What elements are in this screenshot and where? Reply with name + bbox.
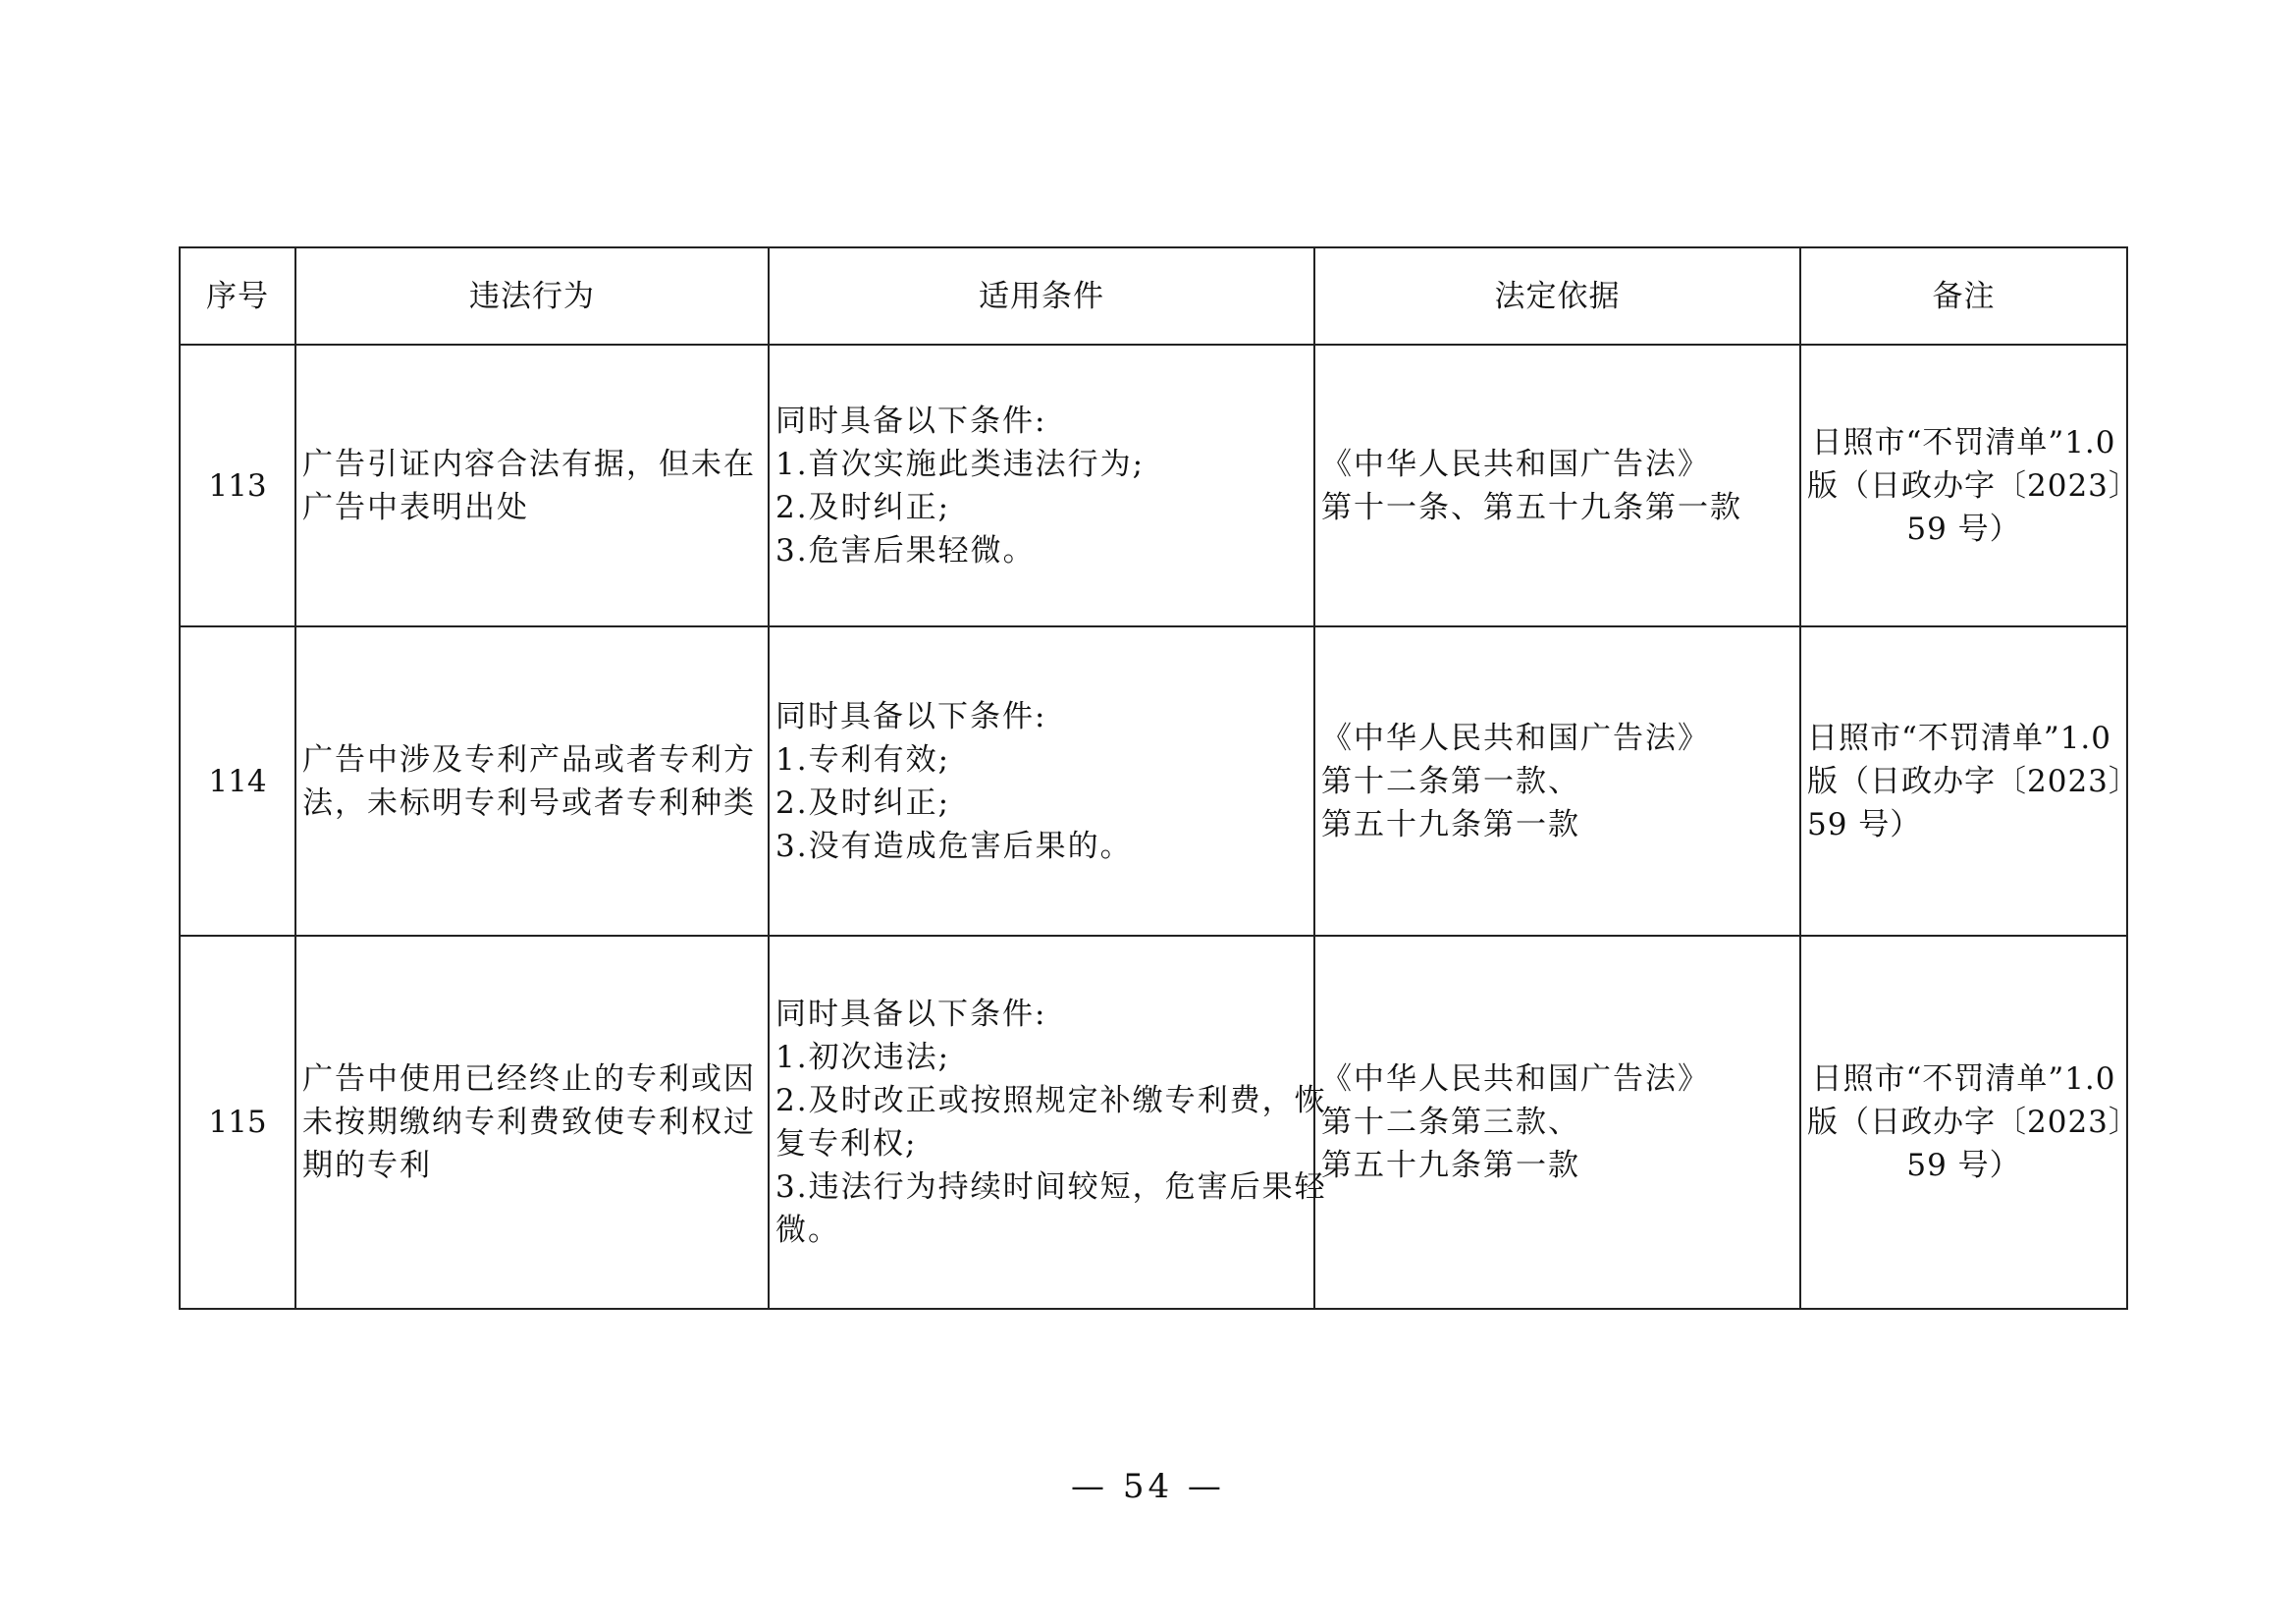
page-number: — 54 — bbox=[1071, 1467, 1225, 1506]
serial-number-cell: 114 bbox=[180, 626, 295, 936]
condition-line: 1.首次实施此类违法行为; bbox=[775, 446, 1146, 482]
condition-line: 3.危害后果轻微。 bbox=[775, 532, 1036, 568]
table-header-row bbox=[180, 247, 2127, 345]
condition-line: 1.专利有效; bbox=[775, 741, 951, 778]
legal-basis-line: 《中华人民共和国广告法》 bbox=[1321, 720, 1710, 756]
header-serial-number: 序号 bbox=[180, 247, 295, 345]
legal-basis-line: 第十二条第三款、 bbox=[1321, 1105, 1580, 1140]
legal-basis-line: 《中华人民共和国广告法》 bbox=[1321, 1061, 1710, 1097]
penalty-exemption-table bbox=[179, 246, 2140, 1310]
remarks-line: 日照市“不罚清单”1.0 bbox=[1807, 720, 2111, 756]
remarks-line: 日照市“不罚清单”1.0 bbox=[1811, 424, 2116, 460]
header-legal-basis: 法定依据 bbox=[1314, 247, 1800, 345]
serial-number-cell: 113 bbox=[180, 345, 295, 626]
remarks-line: 59 号） bbox=[1906, 511, 2021, 547]
legal-basis-cell bbox=[1314, 936, 1800, 1309]
condition-line: 同时具备以下条件: bbox=[775, 698, 1047, 734]
legal-basis-line: 第十二条第一款、 bbox=[1321, 763, 1580, 799]
legal-basis-cell bbox=[1314, 345, 1800, 626]
legal-basis-line: 第五十九条第一款 bbox=[1321, 806, 1580, 842]
condition-line: 1.初次违法; bbox=[775, 1040, 951, 1075]
violation-line: 广告中涉及专利产品或者专利方 bbox=[302, 741, 756, 778]
violation-line: 广告中表明出处 bbox=[302, 489, 529, 525]
condition-line: 同时具备以下条件: bbox=[775, 997, 1047, 1032]
condition-line: 2.及时纠正; bbox=[775, 489, 951, 525]
remarks-cell bbox=[1800, 626, 2140, 936]
condition-line: 同时具备以下条件: bbox=[775, 403, 1047, 439]
violation-cell bbox=[295, 345, 769, 626]
remarks-cell bbox=[1800, 345, 2140, 626]
legal-basis-cell bbox=[1314, 626, 1800, 936]
remarks-cell bbox=[1800, 936, 2140, 1309]
condition-line: 复专利权; bbox=[775, 1126, 918, 1162]
violation-line: 广告引证内容合法有据，但未在 bbox=[302, 446, 756, 482]
table-row bbox=[180, 626, 2127, 936]
serial-number-cell: 115 bbox=[180, 936, 295, 1309]
condition-line: 微。 bbox=[775, 1213, 840, 1248]
header-applicable-conditions: 适用条件 bbox=[769, 247, 1314, 345]
violation-line: 期的专利 bbox=[302, 1148, 432, 1183]
violation-line: 未按期缴纳专利费致使专利权过 bbox=[302, 1105, 756, 1140]
table-row bbox=[180, 936, 2127, 1309]
remarks-line: 59 号） bbox=[1906, 1148, 2021, 1183]
violation-cell bbox=[295, 626, 769, 936]
condition-line: 3.没有造成危害后果的。 bbox=[775, 828, 1133, 864]
header-violation: 违法行为 bbox=[295, 247, 769, 345]
condition-line: 2.及时改正或按照规定补缴专利费，恢 bbox=[775, 1083, 1327, 1118]
remarks-line: 版（日政办字〔2023〕 bbox=[1807, 467, 2140, 504]
header-remarks: 备注 bbox=[1800, 247, 2127, 345]
remarks-line: 版（日政办字〔2023〕 bbox=[1807, 763, 2140, 799]
violation-line: 广告中使用已经终止的专利或因 bbox=[302, 1061, 756, 1097]
condition-line: 3.违法行为持续时间较短，危害后果轻 bbox=[775, 1169, 1327, 1205]
remarks-line: 59 号） bbox=[1807, 806, 1922, 842]
violation-line: 法，未标明专利号或者专利种类 bbox=[302, 785, 756, 821]
condition-line: 2.及时纠正; bbox=[775, 785, 951, 821]
legal-basis-line: 第十一条、第五十九条第一款 bbox=[1321, 489, 1742, 525]
conditions-cell bbox=[769, 345, 1314, 626]
violation-cell bbox=[295, 936, 769, 1309]
remarks-line: 版（日政办字〔2023〕 bbox=[1807, 1105, 2140, 1140]
legal-basis-line: 第五十九条第一款 bbox=[1321, 1148, 1580, 1183]
table-row bbox=[180, 345, 2127, 626]
conditions-cell bbox=[769, 626, 1314, 936]
conditions-cell bbox=[769, 936, 1327, 1309]
legal-basis-line: 《中华人民共和国广告法》 bbox=[1321, 446, 1710, 482]
remarks-line: 日照市“不罚清单”1.0 bbox=[1811, 1061, 2116, 1097]
